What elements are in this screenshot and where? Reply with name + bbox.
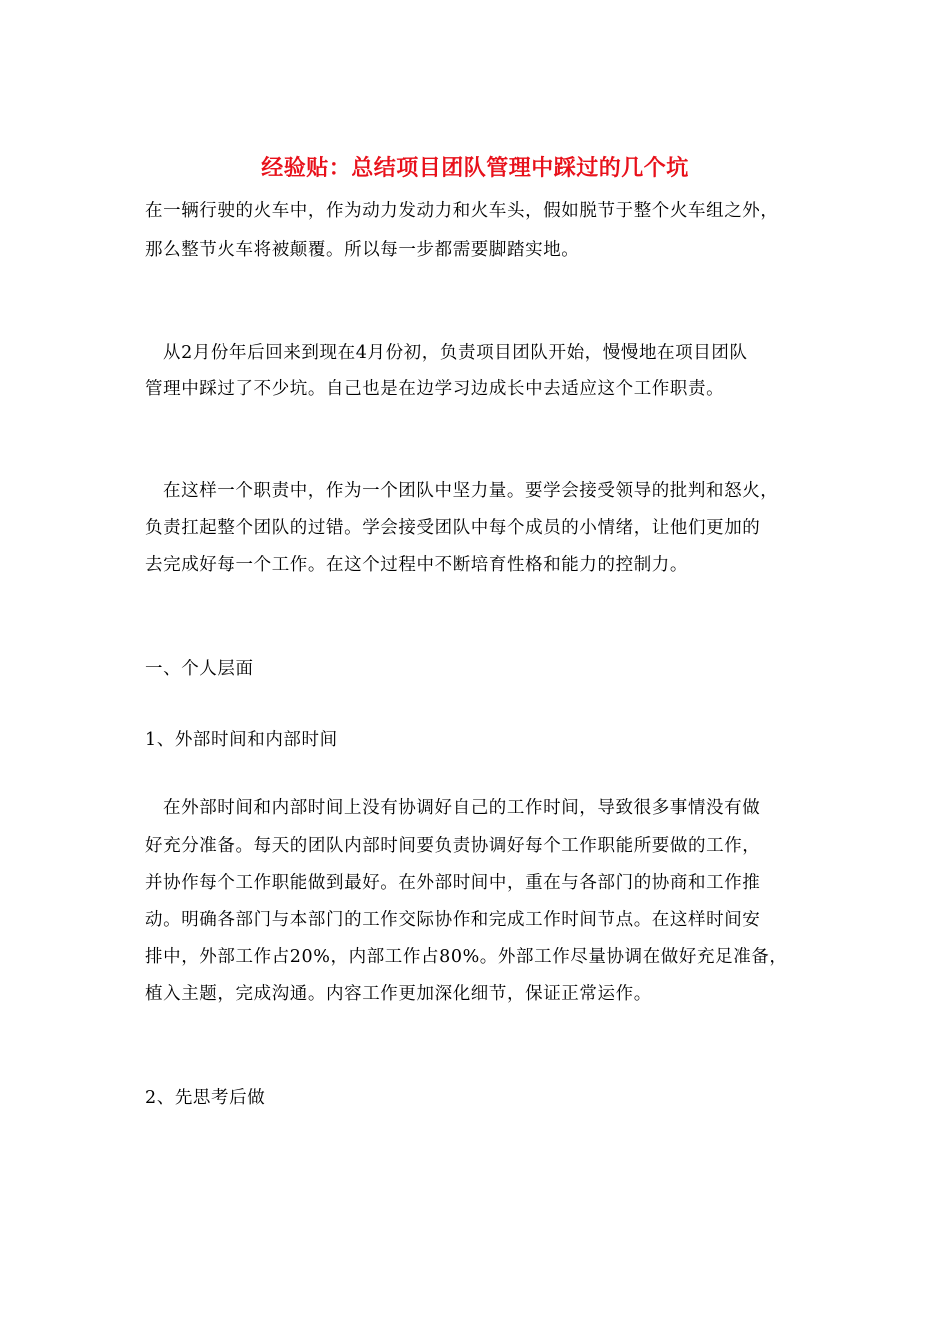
paragraph-2-line-2: 管理中踩过了不少坑。自己也是在边学习边成长中去适应这个工作职责。 (145, 379, 725, 399)
paragraph-2-line-1: 从2月份年后回来到现在4月份初，负责项目团队开始，慢慢地在项目团队 (163, 343, 748, 363)
paragraph-4-line-1: 在外部时间和内部时间上没有协调好自己的工作时间，导致很多事情没有做 (163, 798, 761, 818)
document-title: 经验贴：总结项目团队管理中踩过的几个坑 (261, 155, 689, 181)
paragraph-3-line-1: 在这样一个职责中，作为一个团队中坚力量。要学会接受领导的批判和怒火， (163, 481, 779, 501)
paragraph-1-line-2: 那么整节火车将被颠覆。所以每一步都需要脚踏实地。 (145, 240, 580, 260)
paragraph-3-line-3: 去完成好每一个工作。在这个过程中不断培育性格和能力的控制力。 (145, 555, 688, 575)
subheading-1: 1、外部时间和内部时间 (145, 730, 338, 750)
subheading-2: 2、先思考后做 (145, 1088, 266, 1108)
paragraph-4-line-5: 排中，外部工作占20%，内部工作占80%。外部工作尽量协调在做好充足准备， (145, 947, 788, 967)
paragraph-4-line-4: 动。明确各部门与本部门的工作交际协作和完成工作时间节点。在这样时间安 (145, 910, 761, 930)
paragraph-1-line-1: 在一辆行驶的火车中，作为动力发动力和火车头，假如脱节于整个火车组之外， (145, 201, 779, 221)
paragraph-4-line-6: 植入主题，完成沟通。内容工作更加深化细节，保证正常运作。 (145, 984, 652, 1004)
section-heading-personal: 一、个人层面 (145, 659, 254, 679)
paragraph-4-line-3: 并协作每个工作职能做到最好。在外部时间中，重在与各部门的协商和工作推 (145, 873, 761, 893)
paragraph-4-line-2: 好充分准备。每天的团队内部时间要负责协调好每个工作职能所要做的工作， (145, 836, 761, 856)
paragraph-3-line-2: 负责扛起整个团队的过错。学会接受团队中每个成员的小情绪，让他们更加的 (145, 518, 761, 538)
